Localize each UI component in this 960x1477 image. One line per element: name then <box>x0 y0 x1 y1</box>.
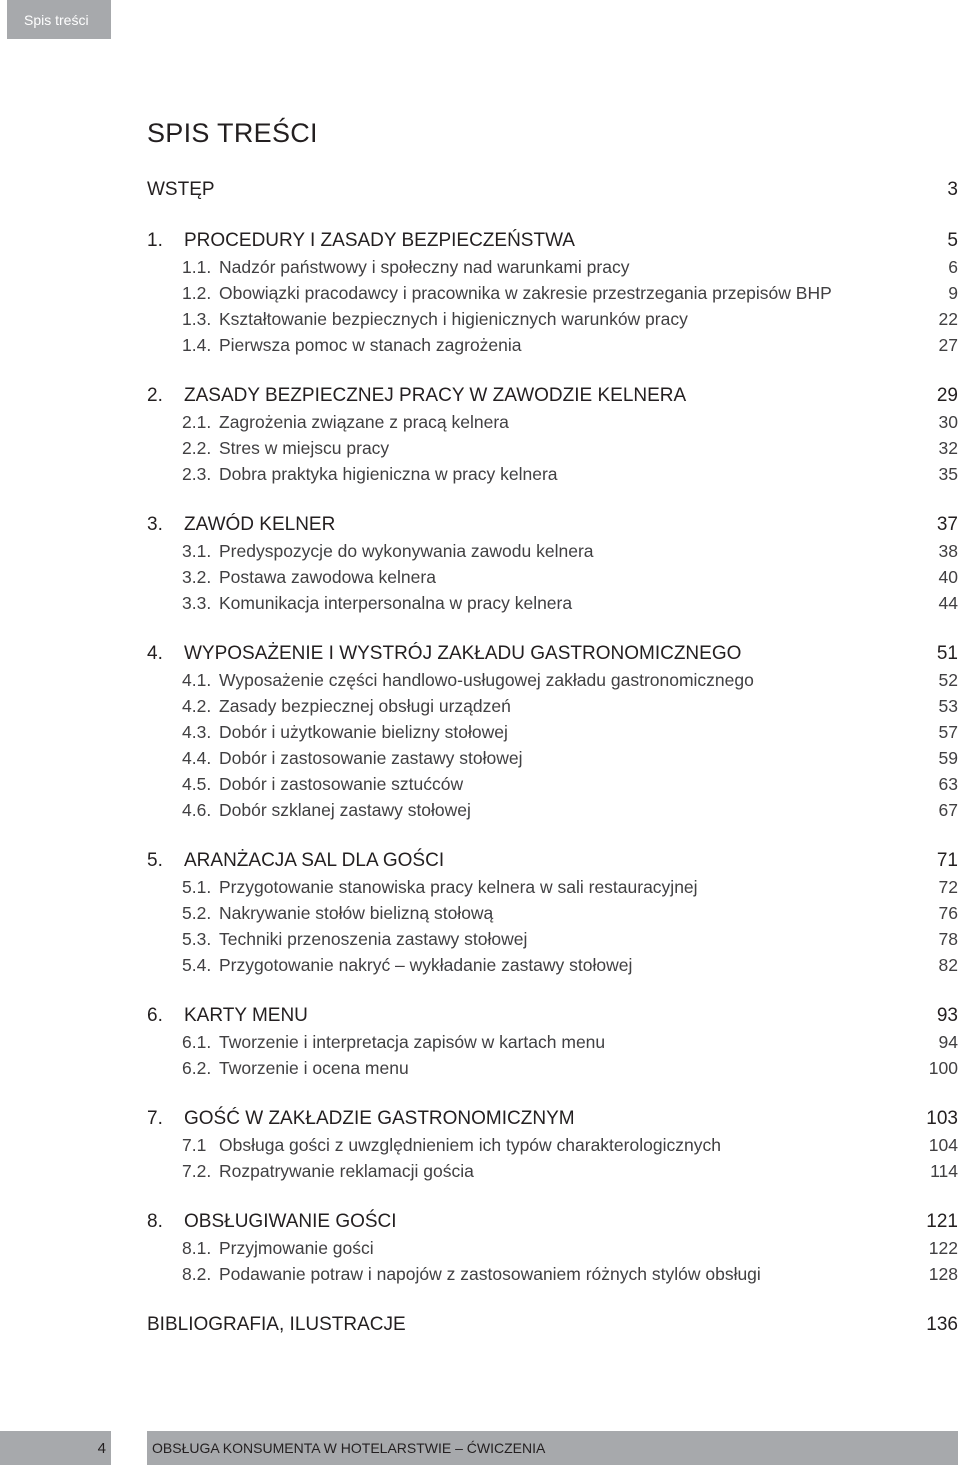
toc-chapter-number: 4. <box>147 643 163 664</box>
toc-subsection-page: 9 <box>948 282 958 303</box>
toc-subsection[interactable] <box>147 1235 958 1261</box>
toc-subsection-page: 30 <box>938 411 958 432</box>
toc-subsection[interactable] <box>147 1029 958 1055</box>
toc-subsection-title: Nadzór państwowy i społeczny nad warunkami pracy <box>219 256 630 277</box>
toc-subsection-title: Pierwsza pomoc w stanach zagrożenia <box>219 334 522 355</box>
toc-subsection-title: Przygotowanie nakryć – wykładanie zastawy stołowej <box>219 954 633 975</box>
toc-subsection[interactable] <box>147 900 958 926</box>
toc-chapter-number: 3. <box>147 514 163 535</box>
toc-chapter-page: 5 <box>947 230 958 251</box>
toc-chapter[interactable] <box>147 512 958 538</box>
toc-subsection-number: 3.2. <box>182 566 212 587</box>
toc-subsection-title: Przygotowanie stanowiska pracy kelnera w sali restauracyjnej <box>219 876 698 897</box>
toc-chapter[interactable] <box>147 848 958 874</box>
toc-subsection[interactable] <box>147 1261 958 1287</box>
toc-chapter-title: PROCEDURY I ZASADY BEZPIECZEŃSTWA <box>184 230 575 251</box>
toc-subsection[interactable] <box>147 952 958 978</box>
toc-chapter[interactable] <box>147 383 958 409</box>
toc-subsection-page: 67 <box>938 799 958 820</box>
toc-intro[interactable] <box>147 177 958 203</box>
toc-subsection-page: 38 <box>938 540 958 561</box>
toc-subsection-page: 27 <box>938 334 958 355</box>
toc-subsection-title: Tworzenie i interpretacja zapisów w kartach menu <box>219 1031 606 1052</box>
toc-subsection-title: Zagrożenia związane z pracą kelnera <box>219 411 509 432</box>
toc-chapter-page: 37 <box>936 514 958 535</box>
section-tab <box>7 0 111 39</box>
toc-subsection-number: 8.1. <box>182 1237 212 1258</box>
toc-chapter-title: GOŚĆ W ZAKŁADZIE GASTRONOMICZNYM <box>184 1108 575 1129</box>
toc-subsection[interactable] <box>147 538 958 564</box>
toc-subsection-number: 4.2. <box>182 695 212 716</box>
toc-chapter-number: 7. <box>147 1108 163 1129</box>
toc-subsection-page: 63 <box>938 773 958 794</box>
toc-intro-page: 3 <box>947 179 958 200</box>
toc-subsection-title: Wyposażenie części handlowo-usługowej zakładu gastronomicznego <box>219 669 754 690</box>
toc-chapter-page: 51 <box>936 643 958 664</box>
toc-chapter-page: 103 <box>926 1108 958 1129</box>
toc-subsection-title: Przyjmowanie gości <box>219 1237 374 1258</box>
toc-subsection-number: 3.1. <box>182 540 212 561</box>
toc-subsection[interactable] <box>147 745 958 771</box>
toc-subsection-page: 32 <box>938 437 958 458</box>
toc-subsection-title: Postawa zawodowa kelnera <box>219 566 436 587</box>
toc-chapter[interactable] <box>147 1209 958 1235</box>
toc-chapter-number: 6. <box>147 1005 163 1026</box>
toc-subsection-title: Nakrywanie stołów bielizną stołową <box>219 902 494 923</box>
toc-subsection-number: 5.2. <box>182 902 212 923</box>
toc-subsection-page: 76 <box>938 902 958 923</box>
toc-subsection[interactable] <box>147 409 958 435</box>
toc-subsection-title: Tworzenie i ocena menu <box>219 1057 409 1078</box>
toc-subsection-number: 5.3. <box>182 928 212 949</box>
toc-subsection-number: 2.3. <box>182 463 212 484</box>
toc-subsection[interactable] <box>147 797 958 823</box>
toc-subsection-number: 8.2. <box>182 1263 212 1284</box>
toc-subsection[interactable] <box>147 564 958 590</box>
toc-subsection-number: 3.3. <box>182 592 212 613</box>
toc-subsection-page: 52 <box>938 669 958 690</box>
toc-subsection-page: 122 <box>928 1237 958 1258</box>
toc-subsection[interactable] <box>147 1158 958 1184</box>
toc-subsection[interactable] <box>147 332 958 358</box>
toc-subsection-title: Komunikacja interpersonalna w pracy kelnera <box>219 592 573 613</box>
toc-subsection[interactable] <box>147 874 958 900</box>
toc-subsection-page: 72 <box>938 876 958 897</box>
toc-subsection-number: 5.4. <box>182 954 212 975</box>
toc-subsection[interactable] <box>147 435 958 461</box>
toc-chapter-title: OBSŁUGIWANIE GOŚCI <box>184 1211 397 1232</box>
toc-subsection-page: 114 <box>930 1160 958 1181</box>
toc-chapter[interactable] <box>147 641 958 667</box>
toc-subsection-number: 1.3. <box>182 308 212 329</box>
toc-subsection[interactable] <box>147 926 958 952</box>
toc-chapter-number: 1. <box>147 230 163 251</box>
toc-bibliography[interactable] <box>147 1312 958 1338</box>
toc-subsection[interactable] <box>147 1055 958 1081</box>
toc-chapter-page: 71 <box>936 850 958 871</box>
toc-subsection-page: 100 <box>928 1057 958 1078</box>
toc-chapter-number: 5. <box>147 850 163 871</box>
toc-subsection-number: 4.6. <box>182 799 212 820</box>
toc-subsection-number: 4.3. <box>182 721 212 742</box>
toc-subsection-number: 1.4. <box>182 334 212 355</box>
toc-intro-title: WSTĘP <box>147 179 215 200</box>
toc-subsection-number: 4.4. <box>182 747 212 768</box>
toc-bibliography-title: BIBLIOGRAFIA, ILUSTRACJE <box>147 1314 406 1335</box>
footer-book-title <box>147 1431 958 1465</box>
toc-subsection[interactable] <box>147 280 958 306</box>
toc-subsection-title: Dobór i użytkowanie bielizny stołowej <box>219 721 508 742</box>
toc-subsection-title: Predyspozycje do wykonywania zawodu kelnera <box>219 540 594 561</box>
toc-subsection-title: Dobór szklanej zastawy stołowej <box>219 799 471 820</box>
toc-subsection[interactable] <box>147 1132 958 1158</box>
footer-page-number <box>0 1431 111 1465</box>
toc-subsection-number: 2.2. <box>182 437 212 458</box>
toc-subsection-page: 104 <box>928 1134 958 1155</box>
toc-subsection-title: Dobra praktyka higieniczna w pracy kelnera <box>219 463 558 484</box>
toc-subsection-page: 40 <box>938 566 958 587</box>
toc-chapter-title: ZAWÓD KELNER <box>184 514 336 535</box>
toc-subsection-page: 44 <box>938 592 958 613</box>
toc-subsection[interactable] <box>147 306 958 332</box>
toc-subsection-title: Techniki przenoszenia zastawy stołowej <box>219 928 528 949</box>
toc-chapter-number: 8. <box>147 1211 163 1232</box>
toc-subsection-number: 6.1. <box>182 1031 212 1052</box>
page-number: 4 <box>97 1439 106 1457</box>
toc-subsection-number: 5.1. <box>182 876 212 897</box>
toc-subsection-number: 2.1. <box>182 411 212 432</box>
section-tab-label: Spis treści <box>24 11 89 28</box>
toc-subsection-page: 94 <box>938 1031 958 1052</box>
toc-subsection-title: Podawanie potraw i napojów z zastosowaniem różnych stylów obsługi <box>219 1263 761 1284</box>
toc-chapter-title: ZASADY BEZPIECZNEJ PRACY W ZAWODZIE KELNERA <box>184 385 687 406</box>
toc-subsection-title: Kształtowanie bezpiecznych i higienicznych warunków pracy <box>219 308 688 329</box>
toc-chapter-title: KARTY MENU <box>184 1005 308 1026</box>
toc-chapter[interactable] <box>147 1003 958 1029</box>
toc-chapter-page: 29 <box>936 385 958 406</box>
toc-subsection-number: 4.1. <box>182 669 212 690</box>
toc-subsection-page: 128 <box>928 1263 958 1284</box>
toc-chapter-title: ARANŻACJA SAL DLA GOŚCI <box>184 850 445 871</box>
toc-chapter-page: 121 <box>926 1211 958 1232</box>
toc-chapter[interactable] <box>147 1106 958 1132</box>
toc-chapter-page: 93 <box>936 1005 958 1026</box>
toc-subsection-title: Dobór i zastosowanie zastawy stołowej <box>219 747 523 768</box>
toc-bibliography-page: 136 <box>926 1314 958 1335</box>
page-title: SPIS TREŚCI <box>147 118 318 148</box>
toc-subsection-title: Rozpatrywanie reklamacji gościa <box>219 1160 474 1181</box>
toc-subsection-number: 4.5. <box>182 773 212 794</box>
toc-subsection-number: 1.2. <box>182 282 212 303</box>
toc-subsection-page: 53 <box>938 695 958 716</box>
toc-subsection-number: 1.1. <box>182 256 212 277</box>
toc-subsection-number: 6.2. <box>182 1057 212 1078</box>
book-title: OBSŁUGA KONSUMENTA W HOTELARSTWIE – ĆWICZENIA <box>152 1440 546 1456</box>
toc-subsection[interactable] <box>147 771 958 797</box>
toc-subsection-title: Obowiązki pracodawcy i pracownika w zakresie przestrzegania przepisów BHP <box>219 282 832 303</box>
toc-subsection-title: Zasady bezpiecznej obsługi urządzeń <box>219 695 511 716</box>
toc-subsection[interactable] <box>147 590 958 616</box>
toc-subsection[interactable] <box>147 254 958 280</box>
toc-subsection-title: Dobór i zastosowanie sztućców <box>219 773 464 794</box>
toc-subsection-page: 82 <box>938 954 958 975</box>
toc-subsection-page: 6 <box>948 256 958 277</box>
toc-subsection-page: 22 <box>938 308 958 329</box>
toc-subsection-number: 7.1 <box>182 1134 207 1155</box>
toc-subsection-page: 57 <box>938 721 958 742</box>
toc-subsection[interactable] <box>147 667 958 693</box>
toc-subsection[interactable] <box>147 719 958 745</box>
toc-subsection-title: Obsługa gości z uwzględnieniem ich typów charakterologicznych <box>219 1134 721 1155</box>
toc-subsection-title: Stres w miejscu pracy <box>219 437 390 458</box>
toc-chapter[interactable] <box>147 228 958 254</box>
toc-subsection[interactable] <box>147 461 958 487</box>
toc-subsection-number: 7.2. <box>182 1160 212 1181</box>
toc-subsection-page: 35 <box>938 463 958 484</box>
toc-chapter-title: WYPOSAŻENIE I WYSTRÓJ ZAKŁADU GASTRONOMICZNEGO <box>184 643 742 664</box>
toc-subsection-page: 78 <box>938 928 958 949</box>
toc-chapter-number: 2. <box>147 385 163 406</box>
toc-subsection-page: 59 <box>938 747 958 768</box>
toc-subsection[interactable] <box>147 693 958 719</box>
